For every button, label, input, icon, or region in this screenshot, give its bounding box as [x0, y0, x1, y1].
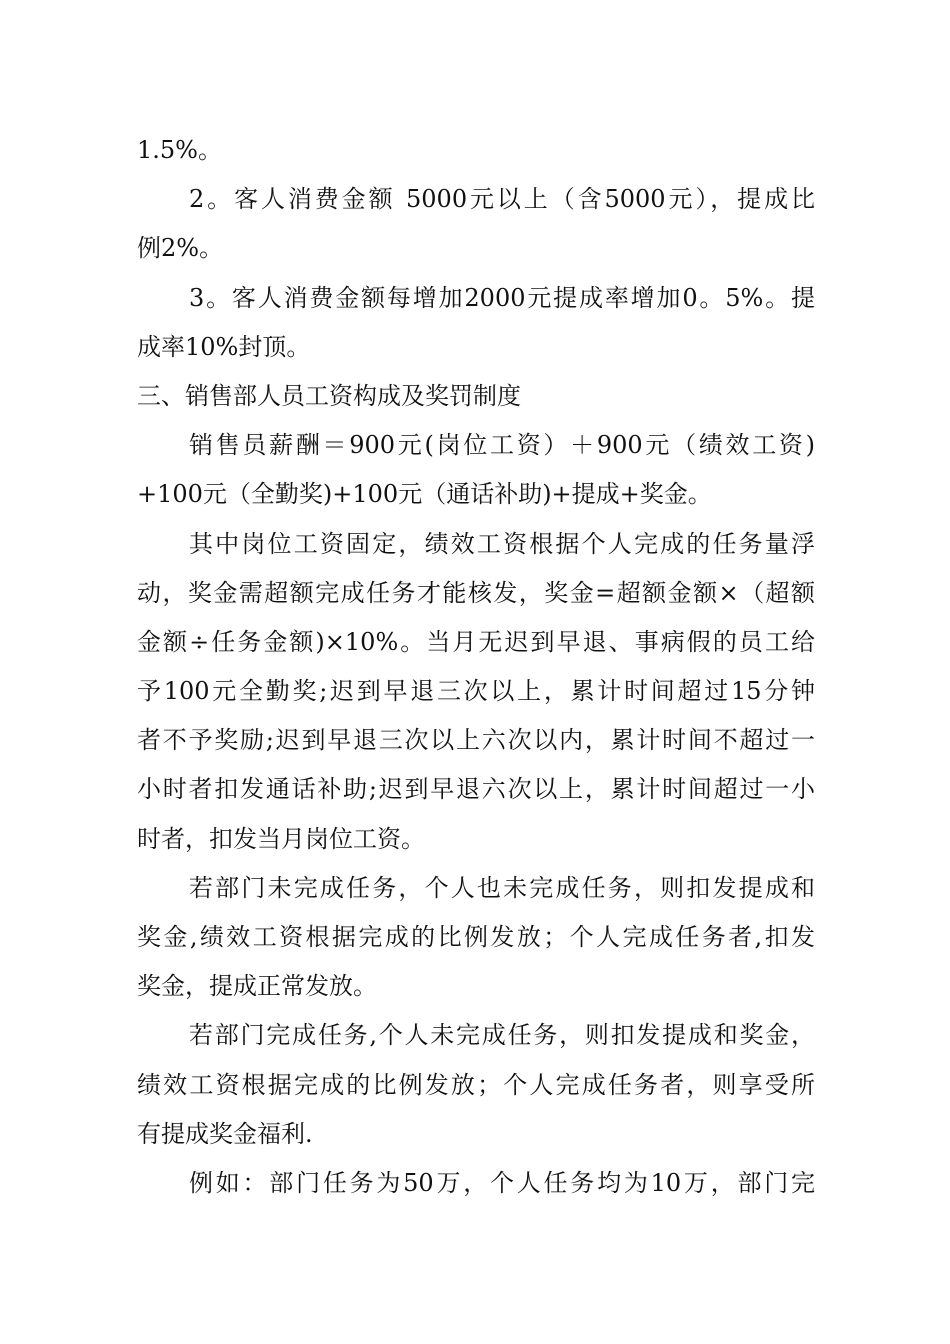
text-line: 动，奖金需超额完成任务才能核发，奖金=超额金额×（超额 [137, 578, 815, 607]
text-line: 金额÷任务金额)×10%。当月无迟到早退、事病假的员工给 [137, 627, 815, 656]
text-line: 时者，扣发当月岗位工资。 [137, 824, 425, 853]
text-line: 例如：部门任务为50万，个人任务均为10万，部门完 [189, 1168, 815, 1197]
text-line: 成率10%封顶。 [137, 332, 311, 361]
text-line: 例2%。 [137, 234, 224, 263]
text-line: 绩效工资根据完成的比例发放；个人完成任务者，则享受所 [137, 1070, 815, 1099]
section-heading: 三、销售部人员工资构成及奖罚制度 [137, 381, 521, 410]
document-body [137, 126, 815, 1208]
text-line: 3。客人消费金额每增加2000元提成率增加0。5%。提 [189, 283, 815, 312]
text-line: 其中岗位工资固定，绩效工资根据个人完成的任务量浮 [189, 529, 815, 558]
text-line: 者不予奖励;迟到早退三次以上六次以内，累计时间不超过一 [137, 726, 815, 755]
text-line: 奖金,绩效工资根据完成的比例发放；个人完成任务者,扣发 [137, 923, 815, 951]
text-line: 若部门完成任务,个人未完成任务，则扣发提成和奖金， [189, 1021, 815, 1050]
text-line: 若部门未完成任务，个人也未完成任务，则扣发提成和 [189, 873, 815, 902]
text-line: 1.5%。 [137, 136, 222, 164]
text-line: 有提成奖金福利. [137, 1119, 313, 1148]
text-line: 奖金，提成正常发放。 [137, 972, 377, 1001]
text-line: 2。客人消费金额 5000元以上（含5000元），提成比 [189, 185, 815, 214]
text-line: 予100元全勤奖;迟到早退三次以上，累计时间超过15分钟 [137, 677, 815, 706]
text-line: 小时者扣发通话补助;迟到早退六次以上，累计时间超过一小 [137, 775, 815, 804]
text-line: 销售员薪酬＝900元(岗位工资）＋900元（绩效工资) [189, 431, 815, 460]
text-line: +100元（全勤奖)+100元（通话补助)+提成+奖金。 [137, 480, 712, 509]
